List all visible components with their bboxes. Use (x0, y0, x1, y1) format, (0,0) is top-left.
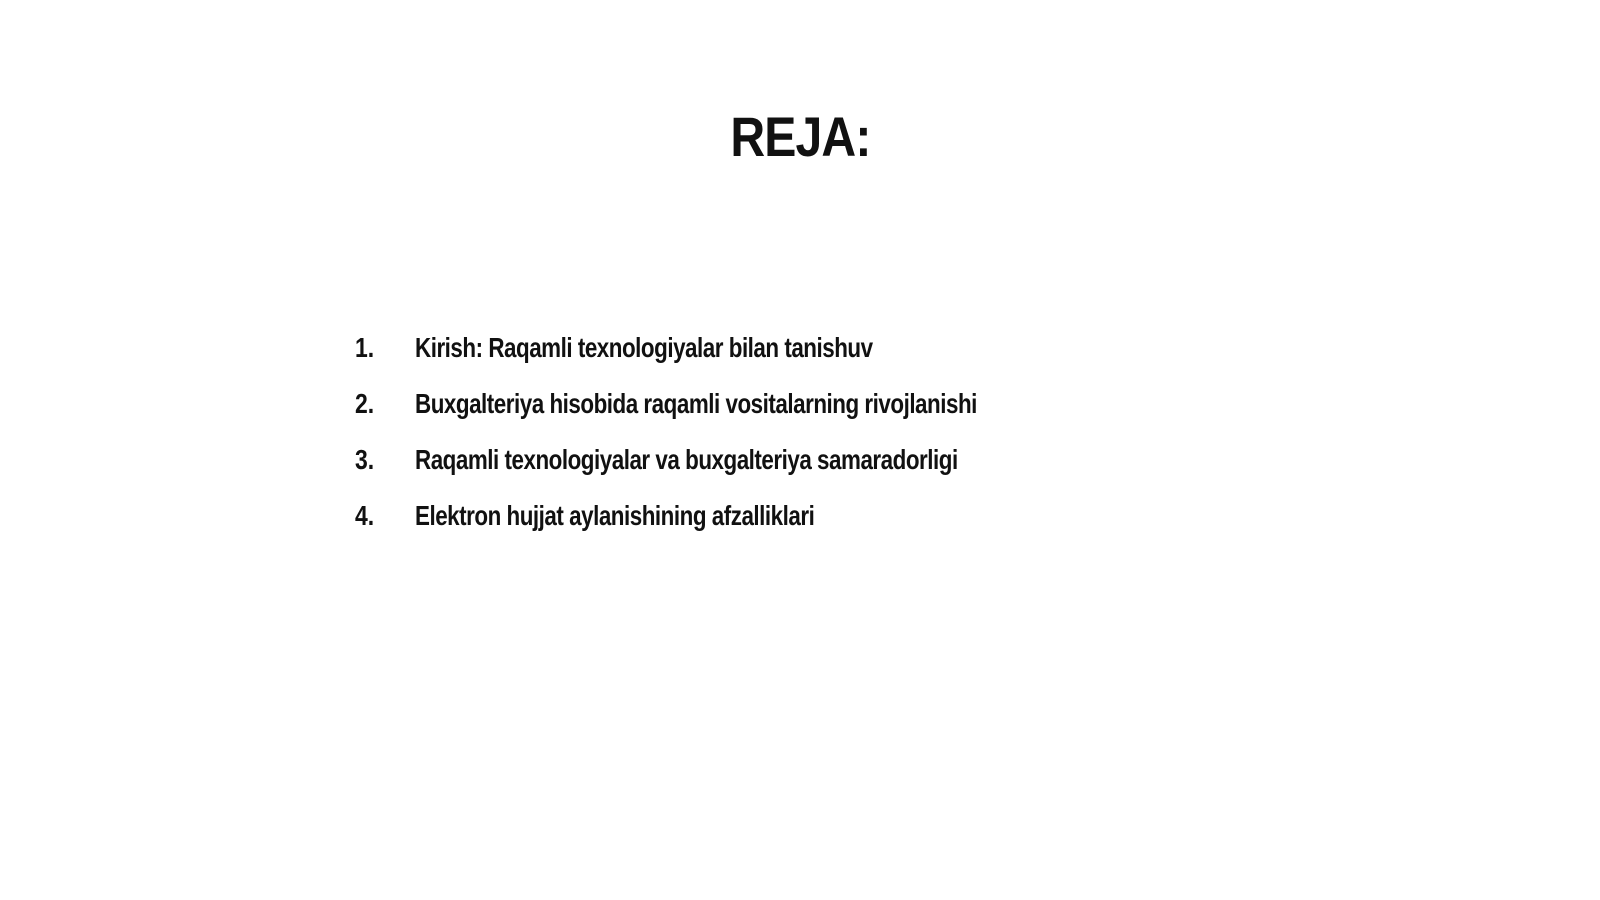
slide-title: REJA: (730, 105, 871, 168)
plan-item-text: Kirish: Raqamli texnologiyalar bilan tanishuv (415, 332, 873, 363)
plan-item-number: 3. (355, 444, 375, 475)
plan-item-text: Elektron hujjat aylanishining afzalliklari (415, 500, 815, 531)
plan-item-text: Raqamli texnologiyalar va buxgalteriya samaradorligi (415, 444, 958, 475)
plan-item-number: 1. (355, 332, 375, 363)
plan-item-number: 2. (355, 388, 375, 419)
plan-item-number: 4. (355, 500, 375, 531)
plan-item-text: Buxgalteriya hisobida raqamli vositalarning rivojlanishi (415, 388, 977, 419)
